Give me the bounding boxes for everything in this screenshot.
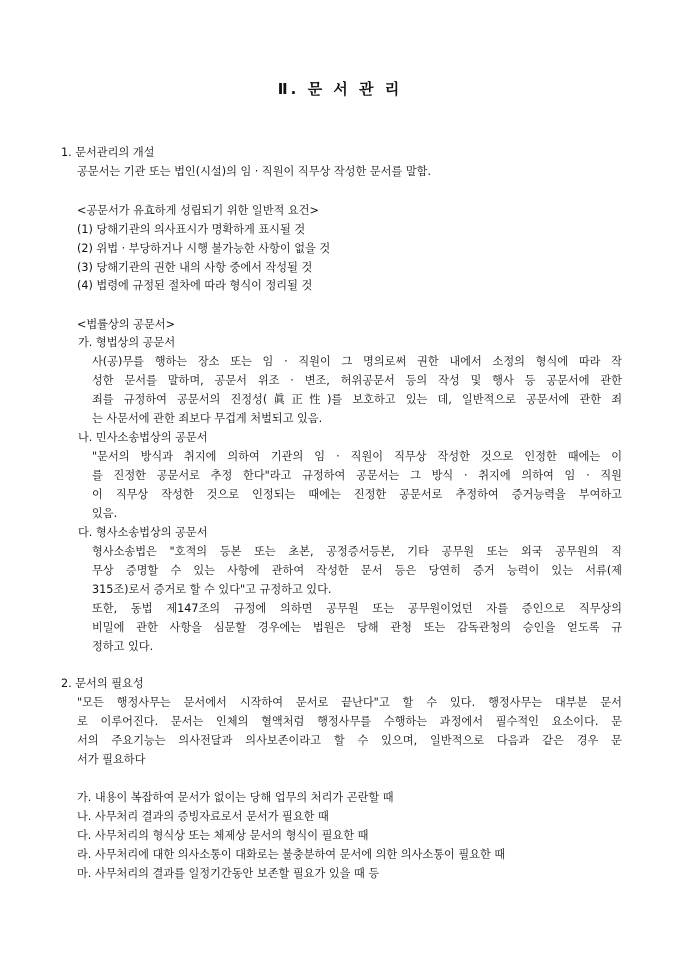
paragraph-line: 는 사문서에 관한 죄보다 무겁게 처벌되고 있음. [92, 412, 323, 425]
paragraph-line: 정하고 있다. [92, 640, 154, 653]
case-item: 라. 사무처리에 대한 의사소통이 대화로는 불충분하여 문서에 의한 의사소통이 필요한 때 [77, 848, 506, 861]
subsection-na-title: 나. 민사소송법상의 공문서 [78, 431, 208, 444]
requirement-item: (2) 위법 · 부당하거나 시행 불가능한 사항이 없을 것 [77, 242, 331, 255]
paragraph-line: 를 진정한 공문서로 추정 한다"라고 규정하여 공문서는 그 방식 · 취지에 의하여 임 · 직원 [92, 469, 622, 482]
paragraph-line: "문서의 방식과 취지에 의하여 기관의 임 · 직원이 직무상 작성한 것으로 인정한 때에는 이 [92, 450, 622, 463]
subsection-da-title: 다. 형사소송법상의 공문서 [78, 526, 208, 539]
paragraph-line: 또한, 동법 제147조의 규정에 의하면 공무원 또는 공무원이었던 자를 증인으로 직무상의 [92, 602, 622, 615]
requirement-item: (1) 당해기관의 의사표시가 명확하게 표시될 것 [77, 223, 306, 236]
paragraph-line: 죄를 규정하여 공문서의 진정성(眞正性)를 보호하고 있는 데, 일반적으로 공문서에 관한 죄 [92, 393, 622, 406]
paragraph-line: 성한 문서를 말하며, 공문서 위조 · 변조, 허위공문서 등의 작성 및 행사 등 공문서에 관한 [92, 374, 622, 387]
section-2-heading: 2. 문서의 필요성 [61, 677, 144, 690]
requirements-title: <공문서가 유효하게 성립되기 위한 일반적 요건> [77, 204, 319, 217]
paragraph-line: 비밀에 관한 사항을 심문할 경우에는 법원은 당해 관청 또는 감독관청의 승인을 얻도록 규 [92, 621, 622, 634]
case-item: 마. 사무처리의 결과를 일정기간동안 보존할 필요가 있을 때 등 [77, 867, 380, 880]
requirement-item: (4) 법령에 규정된 절차에 따라 형식이 정리될 것 [77, 279, 313, 292]
paragraph-line: 있음. [92, 507, 118, 520]
paragraph-line: 315조)로서 증거로 할 수 있다"고 규정하고 있다. [92, 583, 332, 596]
paragraph-line: 서의 주요기능는 의사전달과 의사보존이라고 할 수 있으며, 일반적으로 다음과 같은 경우 문 [77, 734, 622, 747]
subsection-ga-title: 가. 형법상의 공문서 [78, 336, 176, 349]
paragraph-line: 로 이루어진다. 문서는 인체의 혈액처럼 행정사무를 수행하는 과정에서 필수적인 요소이다. 문 [77, 715, 622, 728]
paragraph-line: 사(공)무를 행하는 장소 또는 임 · 직원이 그 명의로써 권한 내에서 소정의 형식에 따라 작 [92, 355, 622, 368]
paragraph-line: 무상 증명할 수 있는 사항에 관하여 작성한 문서 등은 당연히 증거 능력이 있는 서류(제 [92, 564, 622, 577]
legal-docs-title: <법률상의 공문서> [77, 318, 175, 331]
paragraph-line: 이 직무상 작성한 것으로 인정되는 때에는 진정한 공문서로 추정하여 증거능력을 부여하고 [92, 488, 622, 501]
section-1-heading: 1. 문서관리의 개설 [61, 146, 155, 159]
requirement-item: (3) 당해기관의 권한 내의 사항 중에서 작성될 것 [77, 261, 313, 274]
page-title: Ⅱ. 문 서 관 리 [277, 80, 403, 98]
case-item: 나. 사무처리 결과의 증빙자료로서 문서가 필요한 때 [77, 810, 329, 823]
case-item: 가. 내용이 복잡하여 문서가 없이는 당해 업무의 처리가 곤란할 때 [77, 791, 394, 804]
case-item: 다. 사무처리의 형식상 또는 체제상 문서의 형식이 필요한 때 [77, 829, 369, 842]
definition-text: 공문서는 기관 또는 법인(시설)의 임 · 직원이 직무상 작성한 문서를 말함. [77, 165, 432, 178]
paragraph-line: "모든 행정사무는 문서에서 시작하여 문서로 끝난다"고 할 수 있다. 행정사무는 대부분 문서 [77, 696, 622, 709]
paragraph-line: 형사소송법은 "호적의 등본 또는 초본, 공정증서등본, 기타 공무원 또는 외국 공무원의 직 [92, 545, 622, 558]
paragraph-line: 서가 필요하다 [77, 753, 146, 766]
